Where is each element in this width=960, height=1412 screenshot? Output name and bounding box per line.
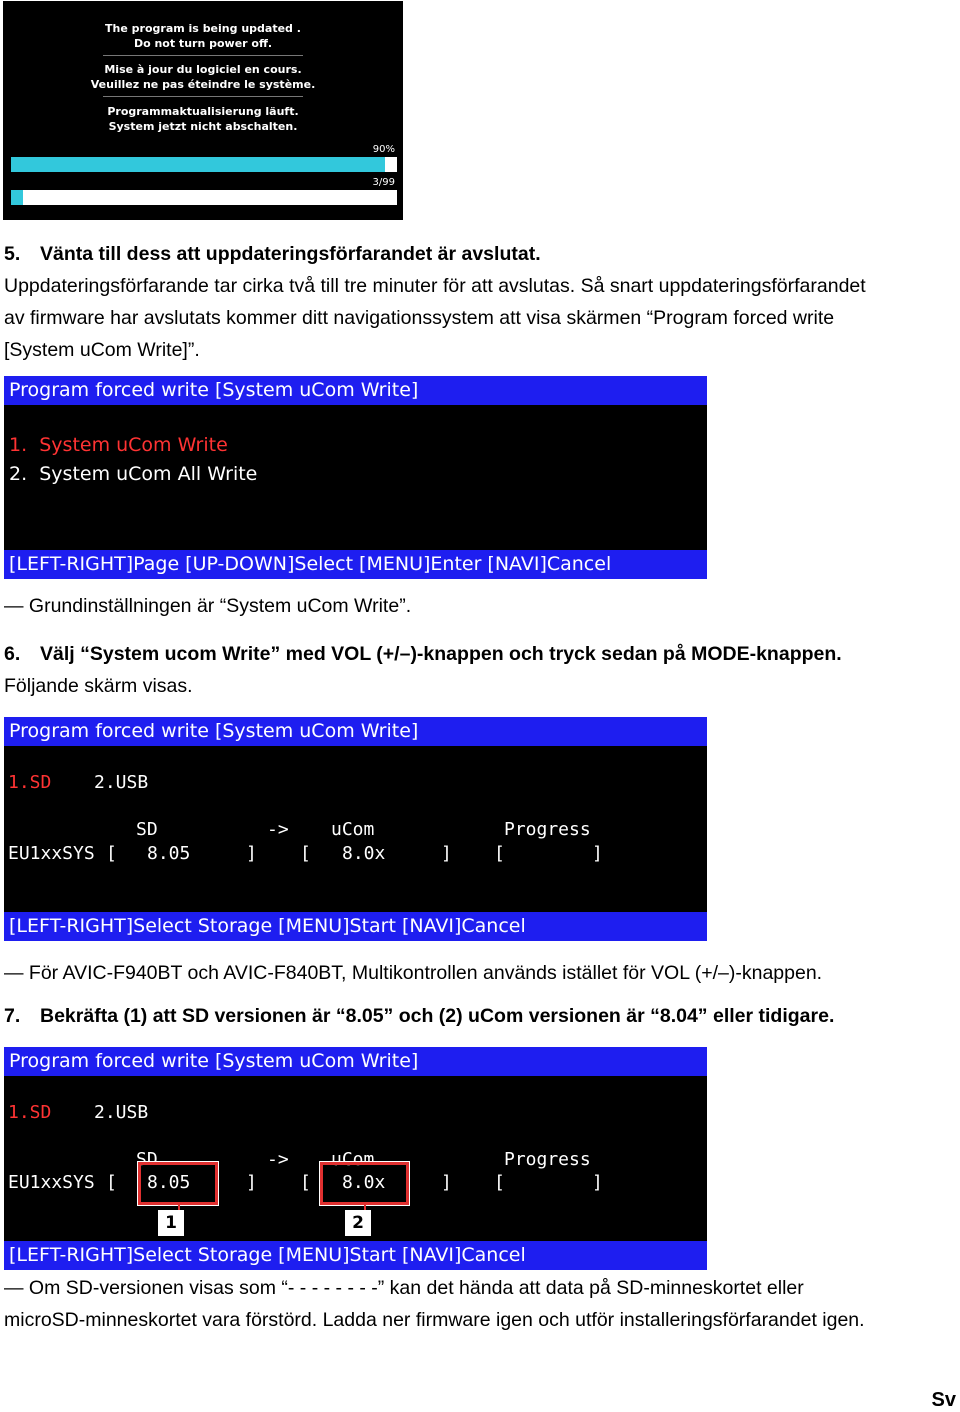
bracket: ]: [592, 843, 603, 864]
step-number: 7.: [4, 1005, 21, 1027]
bracket: [: [106, 843, 117, 864]
progress-bar-2: [11, 190, 397, 205]
progress-bar-2-label: 3/99: [372, 177, 395, 188]
bracket: ]: [246, 1172, 257, 1193]
note-default-setting: — Grundinställningen är “System uCom Write”.: [4, 595, 412, 617]
update-msg-fr-2: Veuillez ne pas éteindre le système.: [90, 78, 316, 91]
bracket: ]: [441, 1172, 452, 1193]
column-sd: SD: [136, 819, 158, 840]
callout-line: [178, 1202, 180, 1210]
screen-footer: [LEFT-RIGHT]Select Storage [MENU]Start [NAVI]Cancel: [4, 912, 707, 941]
bracket: ]: [246, 843, 257, 864]
update-msg-de-2: System jetzt nicht abschalten.: [108, 120, 298, 133]
callout-2-badge: 2: [345, 1210, 371, 1236]
divider: [103, 55, 303, 56]
column-ucom: uCom: [331, 819, 375, 840]
bracket: [: [494, 1172, 505, 1193]
arrow: ->: [267, 1149, 289, 1170]
column-progress: Progress: [504, 819, 591, 840]
ucom-version: 8.0x: [342, 843, 386, 864]
sd-version: 8.05: [147, 1172, 191, 1193]
storage-screen-annotated: [4, 1047, 707, 1270]
step-number: 6.: [4, 643, 21, 665]
menu-item-number: 1.: [9, 434, 28, 456]
sd-version: 8.05: [147, 843, 191, 864]
menu-item-label: System uCom All Write: [39, 463, 258, 485]
progress-bar-1-label: 90%: [372, 144, 395, 155]
storage-option-sd: 1.SD: [8, 1102, 52, 1123]
menu-item-label: System uCom Write: [39, 434, 228, 456]
callout-1-badge: 1: [158, 1210, 184, 1236]
update-msg-en-1: The program is being updated .: [105, 22, 301, 35]
bracket: ]: [441, 843, 452, 864]
menu-screen: [4, 376, 707, 579]
arrow: ->: [267, 819, 289, 840]
step-title: Vänta till dess att uppdateringsförfarandet är avslutat.: [40, 243, 541, 265]
step5-heading: [4, 238, 541, 270]
menu-item-number: 2.: [9, 463, 28, 485]
update-msg-en-2: Do not turn power off.: [133, 37, 273, 50]
progress-bar-1-fill: [11, 157, 385, 172]
update-progress-screen: [3, 1, 403, 220]
note-corrupt-data-line: — Om SD-versionen visas som “- - - - - - - -” kan det hända att data på SD-minneskortet eller: [4, 1277, 804, 1299]
menu-item-1: [9, 434, 228, 456]
storage-option-sd: 1.SD: [8, 772, 52, 793]
step6-heading: [4, 638, 842, 670]
screen-footer: [LEFT-RIGHT]Select Storage [MENU]Start [NAVI]Cancel: [4, 1241, 707, 1270]
column-sd: SD: [136, 1149, 158, 1170]
menu-item-2: [9, 463, 257, 485]
step6-body: Följande skärm visas.: [4, 675, 193, 697]
step7-heading: [4, 1000, 834, 1032]
screen-footer: [LEFT-RIGHT]Page [UP-DOWN]Select [MENU]Enter [NAVI]Cancel: [4, 550, 707, 579]
step-title: Bekräfta (1) att SD versionen är “8.05” och (2) uCom versionen är “8.04” eller tidigare.: [40, 1005, 835, 1027]
storage-screen: [4, 717, 707, 941]
ucom-version: 8.0x: [342, 1172, 386, 1193]
row-label: EU1xxSYS: [8, 1172, 95, 1193]
step5-body-line: Uppdateringsförfarande tar cirka två till tre minuter för att avslutas. Så snart uppdateringsförfarandet: [4, 275, 866, 297]
screen-title: Program forced write [System uCom Write]: [4, 717, 707, 746]
row-label: EU1xxSYS: [8, 843, 95, 864]
page-language-label: Sv: [931, 1389, 956, 1411]
update-msg-de-1: Programmaktualisierung läuft.: [107, 105, 299, 118]
bracket: ]: [592, 1172, 603, 1193]
screen-title: Program forced write [System uCom Write]: [4, 1047, 707, 1076]
progress-bar-2-fill: [11, 190, 23, 205]
bracket: [: [300, 1172, 311, 1193]
step-number: 5.: [4, 243, 21, 265]
storage-option-usb: 2.USB: [94, 1102, 149, 1123]
note-multicontroller: — För AVIC-F940BT och AVIC-F840BT, Multikontrollen används istället för VOL (+/–)-knappen.: [4, 962, 823, 984]
note-corrupt-data-line: microSD-minneskortet vara förstörd. Ladda ner firmware igen och utför installeringsförfarandet igen.: [4, 1309, 865, 1331]
step5-body-line: [System uCom Write]”.: [4, 339, 200, 361]
column-ucom: uCom: [331, 1149, 375, 1170]
divider: [103, 96, 303, 97]
screen-title: Program forced write [System uCom Write]: [4, 376, 707, 405]
column-progress: Progress: [504, 1149, 591, 1170]
storage-option-usb: 2.USB: [94, 772, 149, 793]
update-msg-fr-1: Mise à jour du logiciel en cours.: [104, 63, 302, 76]
bracket: [: [494, 843, 505, 864]
callout-line: [364, 1202, 366, 1210]
step-title: Välj “System ucom Write” med VOL (+/–)-knappen och tryck sedan på MODE-knappen.: [40, 643, 842, 665]
step5-body-line: av firmware har avslutats kommer ditt navigationssystem att visa skärmen “Program forced write: [4, 307, 835, 329]
bracket: [: [106, 1172, 117, 1193]
bracket: [: [300, 843, 311, 864]
progress-bar-1: [11, 157, 397, 172]
